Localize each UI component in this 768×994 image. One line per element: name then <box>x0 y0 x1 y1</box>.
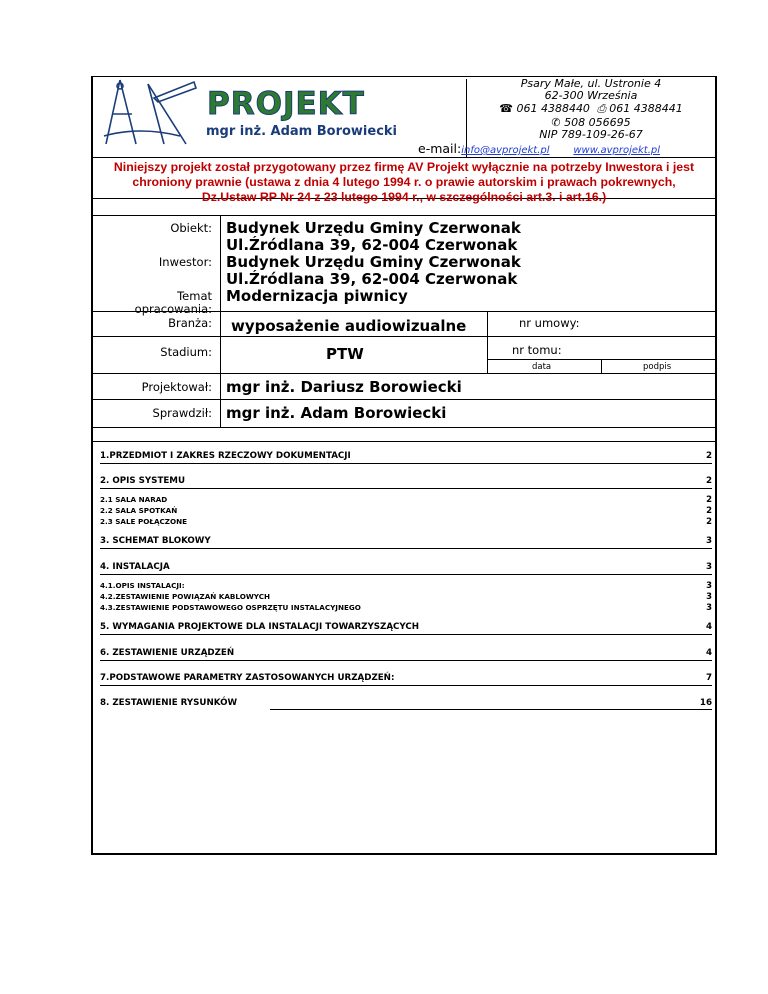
temat-value: Modernizacja piwnicy <box>226 287 408 305</box>
toc-page: 3 <box>706 603 712 613</box>
toc-title: 4.1.OPIS INSTALACJI: <box>100 581 185 590</box>
phone-number: 061 4388440 <box>516 102 590 115</box>
logo-subtitle: mgr inż. Adam Borowiecki <box>206 124 398 139</box>
toc-page: 2 <box>706 506 712 516</box>
inwestor-line1: Budynek Urzędu Gminy Czerwonak <box>226 253 521 271</box>
form-rule <box>92 399 716 400</box>
toc-rule <box>270 709 712 710</box>
toc-entry[interactable] <box>100 451 712 464</box>
toc-title: 6. ZESTAWIENIE URZĄDZEŃ <box>100 648 235 658</box>
nr-tomu-label: nr tomu: <box>512 343 562 357</box>
form-rule <box>92 441 716 442</box>
toc-entry[interactable] <box>100 562 712 575</box>
toc-title: 2. OPIS SYSTEMU <box>100 476 186 486</box>
toc-entry[interactable] <box>100 476 712 489</box>
form-rule <box>92 373 716 374</box>
nip-number: NIP 789-109-26-67 <box>539 128 643 141</box>
toc-title: 7.PODSTAWOWE PARAMETRY ZASTOSOWANYCH URZĄDZEŃ: <box>100 673 395 683</box>
toc-subentry[interactable] <box>100 506 712 516</box>
notice-line1: Niniejszy projekt został przygotowany przez firmę AV Projekt wyłącznie na potrzeby Inwestora i jest <box>113 160 695 174</box>
address-line1: Psary Małe, ul. Ustronie 4 <box>520 77 662 90</box>
email-label: e-mail: <box>418 141 462 156</box>
stadium-value: PTW <box>326 345 364 363</box>
toc-entry[interactable] <box>100 648 712 661</box>
form-col-divider <box>487 311 488 373</box>
inwestor-line2: Ul.Źródlana 39, 62-004 Czerwonak <box>226 270 518 288</box>
toc-page: 3 <box>706 581 712 591</box>
obiekt-label: Obiekt: <box>170 221 212 235</box>
email-row <box>418 141 660 156</box>
data-label: data <box>532 362 552 372</box>
phone-icon: ☎ <box>499 102 513 115</box>
toc-title: 2.1 SALA NARAD <box>100 495 168 504</box>
toc-title: 4.3.ZESTAWIENIE PODSTAWOWEGO OSPRZĘTU INSTALACYJNEGO <box>100 603 361 612</box>
toc-subentry[interactable] <box>100 495 712 505</box>
fax-number: 061 4388441 <box>609 102 683 115</box>
copyright-notice <box>92 157 716 204</box>
branza-value: wyposażenie audiowizualne <box>231 317 467 335</box>
email-link[interactable]: info@avprojekt.pl <box>461 145 550 156</box>
toc-page: 3 <box>705 536 712 546</box>
toc-title: 4. INSTALACJA <box>100 562 170 572</box>
nr-umowy-label: nr umowy: <box>519 316 580 330</box>
form-col-divider <box>601 359 602 373</box>
toc-entry[interactable] <box>100 673 712 686</box>
mobile-phone-icon: ✆ <box>551 116 561 129</box>
form-rule <box>92 215 716 216</box>
sprawdzil-label: Sprawdził: <box>152 406 212 420</box>
website-link[interactable]: www.avprojekt.pl <box>573 145 661 156</box>
sprawdzil-value: mgr inż. Adam Borowiecki <box>226 404 447 422</box>
toc-page: 4 <box>705 622 712 632</box>
form-col-divider <box>220 215 221 427</box>
mobile-number: 508 056695 <box>564 116 631 129</box>
toc-page: 2 <box>705 451 712 461</box>
temat-label-cont: opracowania: <box>134 302 212 316</box>
branza-label: Branża: <box>168 316 212 330</box>
toc-page: 4 <box>705 648 712 658</box>
toc-subentry[interactable] <box>100 517 712 527</box>
toc-title: 2.3 SALE POŁĄCZONE <box>100 517 188 526</box>
notice-line3: Dz.Ustaw RP Nr 24 z 23 lutego 1994 r., w szczególności art.3. i art.16.) <box>201 190 607 204</box>
fax-icon: ⎙ <box>596 102 606 115</box>
toc-subentry[interactable] <box>100 603 712 613</box>
podpis-label: podpis <box>643 362 672 372</box>
toc-page: 16 <box>699 698 712 708</box>
toc-title: 4.2.ZESTAWIENIE POWIĄZAŃ KABLOWYCH <box>100 592 271 601</box>
toc-title: 1.PRZEDMIOT I ZAKRES RZECZOWY DOKUMENTACJI <box>100 451 351 461</box>
temat-label: Temat <box>177 289 212 303</box>
toc-entry[interactable] <box>100 536 712 549</box>
obiekt-line1: Budynek Urzędu Gminy Czerwonak <box>226 219 521 237</box>
obiekt-line2: Ul.Źródlana 39, 62-004 Czerwonak <box>226 236 518 254</box>
stadium-label: Stadium: <box>160 345 212 359</box>
toc-page: 2 <box>706 517 712 527</box>
toc-page: 2 <box>705 476 712 486</box>
toc-title: 5. WYMAGANIA PROJEKTOWE DLA INSTALACJI TOWARZYSZĄCYCH <box>100 622 420 632</box>
toc-page: 7 <box>705 673 712 683</box>
toc-subentry[interactable] <box>100 581 712 591</box>
toc-page: 3 <box>706 592 712 602</box>
toc-page: 2 <box>706 495 712 505</box>
inwestor-label: Inwestor: <box>158 255 212 269</box>
projektowal-label: Projektował: <box>141 380 212 394</box>
notice-line2: chroniony prawnie (ustawa z dnia 4 lutego 1994 r. o prawie autorskim i prawach pokrewnych, <box>132 175 676 189</box>
form-rule <box>92 336 716 337</box>
phone-fax-row <box>467 102 715 116</box>
projektowal-value: mgr inż. Dariusz Borowiecki <box>226 378 462 396</box>
toc-page: 3 <box>705 562 712 572</box>
toc-title: 8. ZESTAWIENIE RYSUNKÓW <box>100 698 238 708</box>
toc-subentry[interactable] <box>100 592 712 602</box>
form-rule <box>92 427 716 428</box>
toc-title: 3. SCHEMAT BLOKOWY <box>100 536 211 546</box>
address-line2: 62-300 Września <box>544 89 638 102</box>
logo-text: PROJEKT <box>207 86 365 122</box>
toc-title: 2.2 SALA SPOTKAŃ <box>100 506 178 515</box>
toc-entry[interactable] <box>100 622 712 635</box>
